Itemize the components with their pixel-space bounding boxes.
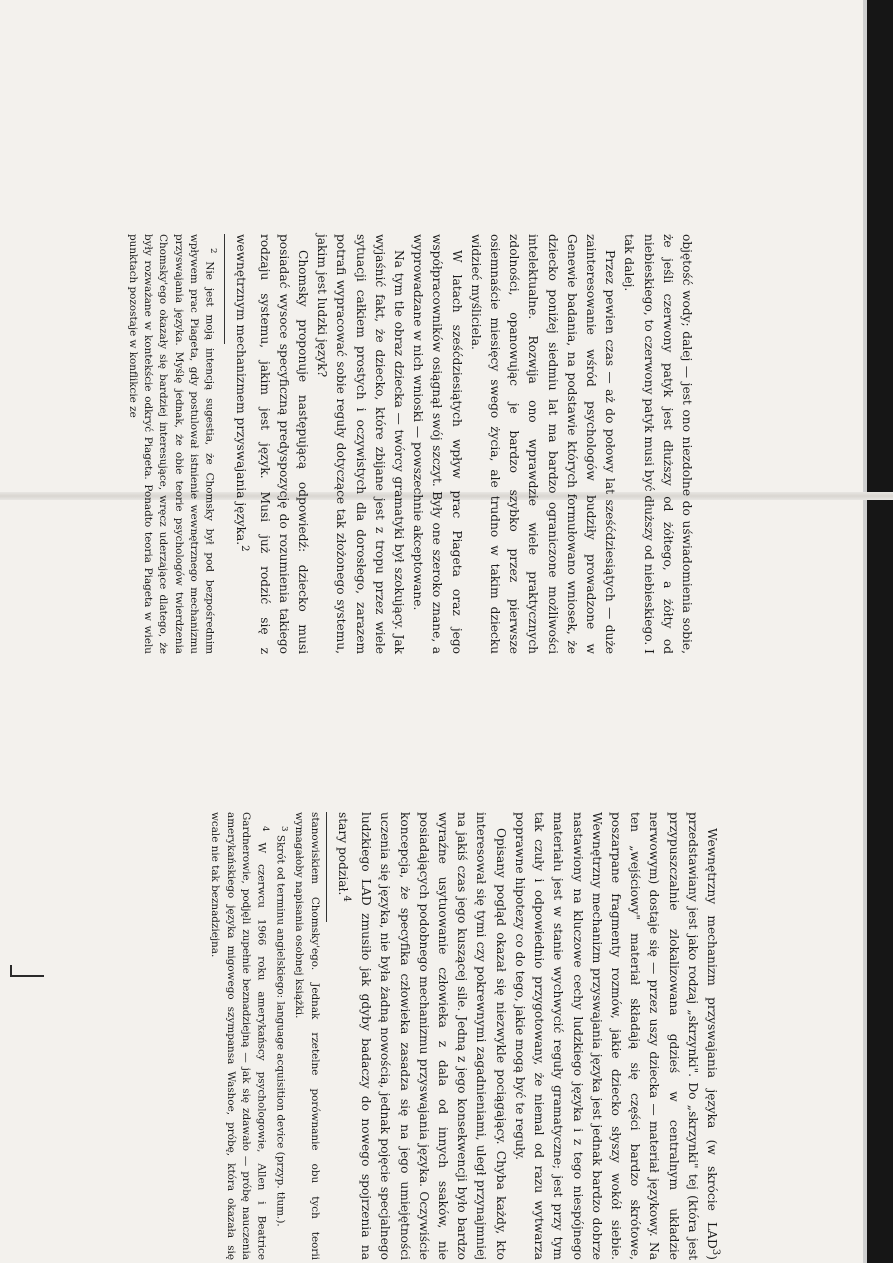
footnote-marker: 4: [260, 826, 271, 832]
scanner-border: [867, 0, 893, 1263]
page-41: [0, 812, 725, 1260]
footnote-marker: 2: [208, 248, 219, 254]
footnote-marker: 3: [279, 826, 289, 832]
paragraph-text: Chomsky proponuje następującą odpowiedź: dziecko musi posiadać wysoce specyficzną predyspozycję do rozumienia takiego rodzaju systemu, jakim jest język. Musi już rodzić się z wewnętrznym mechanizmem przyswajania języka.: [234, 234, 310, 654]
footnote: [272, 812, 291, 1260]
footnote-continued: [291, 812, 322, 1260]
scanner-border-highlight: [863, 0, 867, 1263]
paragraph: [408, 234, 466, 654]
page-41-footnotes: [207, 812, 322, 1260]
page-40-body: [124, 234, 696, 654]
footnote-separator: [326, 812, 327, 922]
paragraph-text: Wewnętrzny mechanizm przyswajania języka (w skrócie LAD: [704, 828, 719, 1249]
paragraph-text: W latach sześćdziesiątych wpływ prac Piageta oraz jego współpracowników osiągnął swój szczyt. Były one szeroko znane, a wyprowadzane w nich wnioski — powszechnie akceptowane.: [411, 234, 464, 654]
footnote-ref: 2: [239, 545, 251, 552]
paragraph: [466, 234, 620, 654]
footnote-text: stanowiskiem Chomsky'ego. Jednak rzetelne porównanie obu tych teorii wymagałoby napisania osobnej książki.: [293, 812, 321, 1260]
paragraph: [231, 234, 312, 654]
footnote-text: Nie jest moją intencją sugestia, że Chomsky był pod bezpośrednim wpływem prac Piageta, gdy postulował istnienie wewnętrznego mechanizmu przyswajania języka. Myślę jednak, że obie teorie psychologów twierdzenia Chomsky'ego okazały się bardziej interesujące, wręcz uderzające dlatego, że były rozważane w kontekście odkryć Piageta. Ponadto teoria Piageta w wielu punktach pozostaje w konflikcie ze: [126, 234, 216, 654]
paragraph-text: objętość wody; dalej — jest ono niezdolne do uświadomienia sobie, że jeśli czerwony patyk jest dłuższy od żółtego, a żółty od niebieskiego, to czerwony patyk musi być dłuższy od niebieskiego. I tak dalej.: [622, 234, 694, 654]
footnote: [124, 234, 220, 654]
page-40: [0, 234, 696, 654]
footnote: [207, 812, 272, 1260]
page-41-body: [207, 812, 725, 1260]
paragraph-text: Opisany pogląd okazał się niezwykle pociągający. Chyba każdy, kto interesował się tymi czy pokrewnymi zagadnieniami, uległ przynajmniej na jakiś czas jego kuszącej sile. Jedną z jego konsekwencji było bardzo wyraźne usytuowanie człowieka z dala od innych ssaków, nie posiadających podobnego mechanizmu przyswajania języka. Oczywiście koncepcja, że specyfika człowieka zasadza się na jego umiejętności uczenia się języka, nie była żadną nowością, jednak pojęcie specjalnego ludzkiego LAD zmusiło jak gdyby badaczy do nowego spojrzenia na stary podział.: [336, 812, 508, 1260]
paragraph-text: Przez pewien czas — aż do połowy lat sześćdziesiątych — duże zainteresowanie wśród psychologów budziły prowadzone w Genewie badania, na podstawie których formułowano wniosek, że dziecko poniżej siedmiu lat ma bardzo ograniczone możliwości intelektualne. Rozwija ono wprawdzie wiele praktycznych zdolności, opanowując je bardzo szybko przez pierwsze osiemnaście miesięcy swego życia, ale trudno w takim dziecku widzieć myśliciela.: [468, 234, 618, 654]
paragraph: [333, 812, 510, 1260]
paragraph: [312, 234, 408, 654]
footnote-ref: 4: [341, 895, 353, 902]
page-40-footnotes: [124, 234, 220, 654]
paragraph-text-continued: ) przedstawiany jest jako rodzaj „skrzynki". Do „skrzynki" tej (która jest przypuszczalnie zlokalizowana gdzieś w centralnym układzie nerwowym) dostaje się — przez uszy dziecka — materiał językowy. Na ten „wejściowy" materiał składają się części bardzo skrótowe, poszarpane fragmenty rozmów, jakie dziecko słyszy wokół siebie. Wewnętrzny mechanizm przyswajania języka jest jednak bardzo dobrze nastawiony na kluczowe cechy ludzkiego języka i z tego niespójnego materiału jest w stanie wychwycić reguły gramatyczne; jest przy tym tak czuły i odpowiednio przygotowany, że niemal od razu wytwarza poprawne hipotezy co do tego, jakie mogą być te reguły.: [512, 812, 719, 1260]
paragraph-text: Na tym tle obraz dziecka — twórcy gramatyki był szokujący. Jak wyjaśnić fakt, że dziecko, które zbijane jest z tropu przez wiele sytuacji całkiem prostych i oczywistych dla dorosłego, zarazem potrafi wypracować sobie reguły dotyczące tak złożonego systemu, jakim jest ludzki język?: [315, 234, 406, 654]
footnote-text: W czerwcu 1966 roku amerykańscy psychologowie, Allen i Beatrice Gardnerowie, podjęli zupełnie beznadziejną — jak się zdawało — próbę nauczenia amerykańskiego języka migowego szympansa Washoe, próbę, która okazała się wcale nie tak beznadziejna.: [209, 812, 268, 1260]
paragraph: [619, 234, 696, 654]
footnote-text: Skrót od terminu angielskiego: language acquisition device (przyp. tłum.).: [274, 834, 287, 1227]
footnote-ref: 3: [710, 1248, 721, 1256]
paragraph: [510, 812, 725, 1260]
footnote-separator: [224, 234, 225, 344]
